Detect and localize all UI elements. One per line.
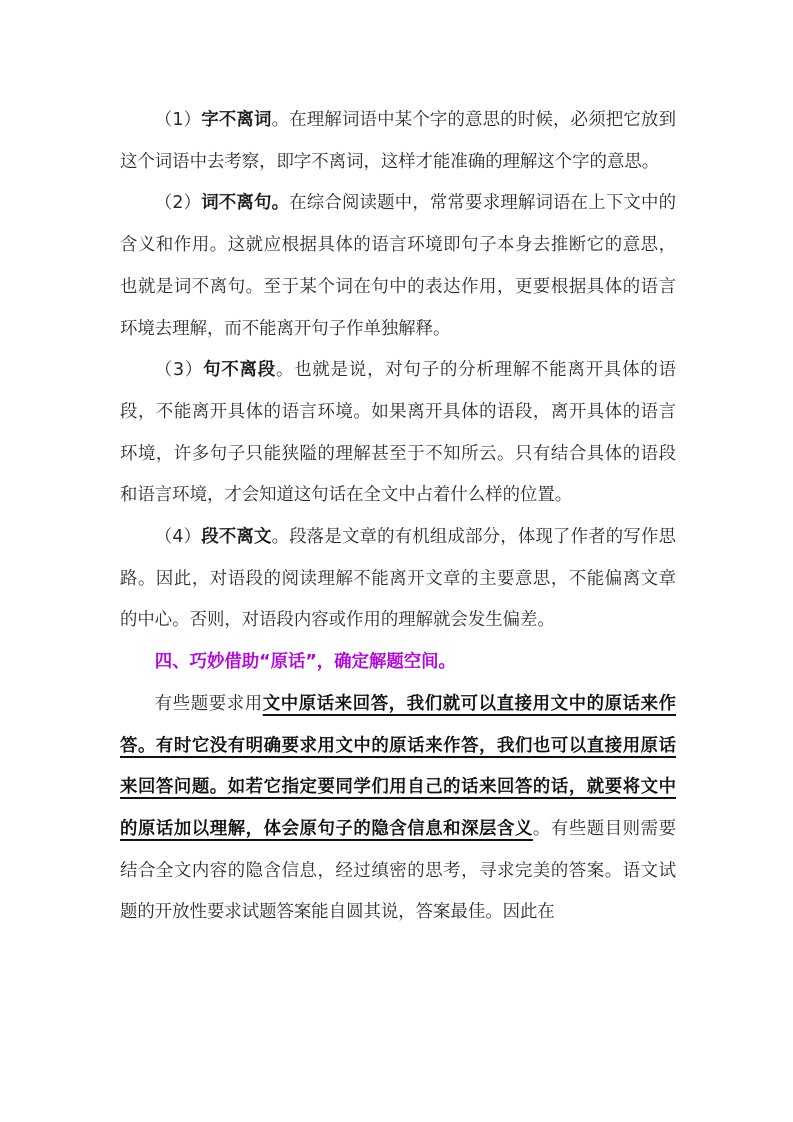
item-term: 段不离文: [201, 527, 272, 548]
item-number: （3）: [154, 360, 204, 381]
item-number: （1）: [154, 110, 202, 130]
paragraph-tail: 。有些题目则需要结合全文内容的隐含信息，经过缜密的思考，寻求完美的答案。语文试题的开放性要求试题答案能自圆其说，答案最佳。因此在: [120, 818, 676, 923]
item-body: 。也就是说，对句子的分析理解不能离开具体的语段，不能离开具体的语言环境。如果离开具体的语段，离开具体的语言环境，许多句子只能狭隘的理解甚至于不知所云。只有结合具体的语段和语言环境，才会知道这句话在全文中占着什么样的位置。: [120, 360, 676, 506]
paragraph-item-4: [120, 517, 676, 642]
section-heading: 四、巧妙借助“原话”，确定解题空间。: [154, 652, 456, 673]
paragraph-original-words: [120, 684, 676, 934]
underlined-emphasis: 文中原话来回答，我们就可以直接用文中的原话来作答。有时它没有明确要求用文中的原话来作答，我们也可以直接用原话来回答问题。如若它指定要同学们用自己的话来回答的话，就要将文中的原话加以理解，体会原句子的隐含信息和深层含义: [120, 693, 676, 839]
item-body: 在综合阅读题中，常常要求理解词语在上下文中的含义和作用。这就应根据具体的语言环境即句子本身去推断它的意思，也就是词不离句。至于某个词在句中的表达作用，更要根据具体的语言环境去理解，而不能离开句子作单独解释。: [120, 193, 676, 339]
paragraph-item-2: [120, 183, 676, 350]
paragraph-item-3: [120, 350, 676, 517]
item-number: （4）: [154, 527, 202, 548]
item-term: 字不离词: [201, 110, 272, 130]
document-page: [120, 100, 676, 934]
item-body: 。在理解词语中某个字的意思的时候，必须把它放到这个词语中去考察，即字不离词，这样才能准确的理解这个字的意思。: [120, 110, 676, 172]
paragraph-lead: 有些题要求用: [154, 693, 263, 714]
item-term: 词不离句。: [201, 193, 290, 214]
item-number: （2）: [154, 193, 202, 214]
paragraph-item-1: [120, 100, 676, 183]
item-body: 。段落是文章的有机组成部分，体现了作者的写作思路。因此，对语段的阅读理解不能离开文章的主要意思，不能偏离文章的中心。否则，对语段内容或作用的理解就会发生偏差。: [120, 527, 676, 631]
item-term: 句不离段: [203, 360, 276, 381]
